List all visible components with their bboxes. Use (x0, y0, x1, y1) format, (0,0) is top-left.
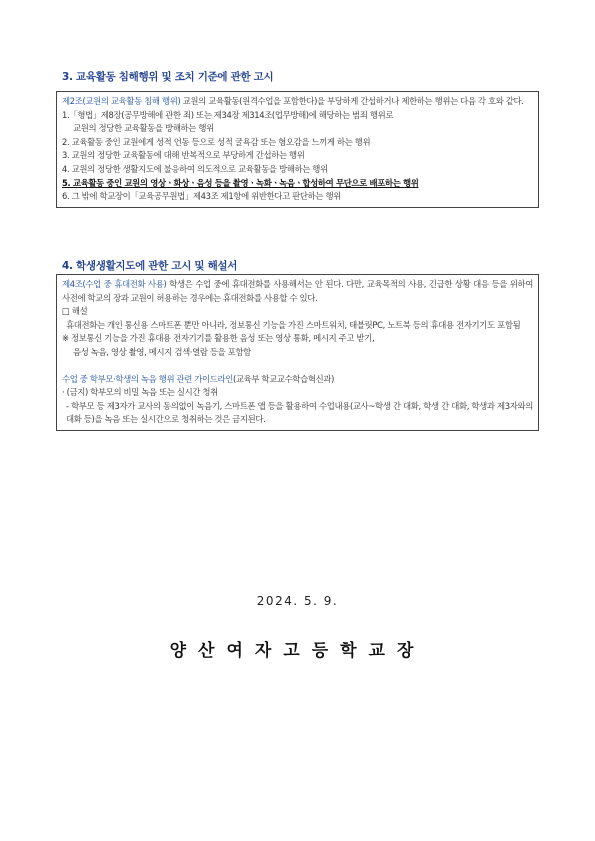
guideline-source: (교육부 학교교수학습혁신과) (233, 373, 335, 384)
section3-item5: 5. 교육활동 중인 교원의 영상ㆍ화상ㆍ음성 등을 촬영ㆍ녹화ㆍ녹음ㆍ합성하여 무단으로 배포하는 행위 (62, 177, 419, 188)
guideline-title: 수업 중 학부모·학생의 녹음 행위 관련 가이드라인 (62, 373, 233, 384)
section3-item6: 6. 그 밖에 학교장이「교육공무원법」제43조 제1항에 위반한다고 판단하는 행위 (62, 191, 341, 202)
section3-intro-text: 교원의 교육활동(원격수업을 포함한다)을 부당하게 간섭하거나 제한하는 행위는 다음 각 호와 같다. (180, 96, 524, 106)
guideline-heading (62, 373, 533, 387)
document-date: 2024. 5. 9. (256, 594, 339, 608)
principal-signature: 양산여자고등학교장 (169, 641, 426, 661)
section3-item1-line1: 1.「형법」제8장(공무방해에 관한 죄) 또는 제34장 제314조(업무방해)에 해당하는 범죄 행위로 (62, 109, 394, 120)
guideline-detail: - 학부모 등 제3자가 교사의 동의없이 녹음기, 스마트폰 앱 등을 활용하여 수업내용(교사~학생 간 대화, 학생 간 대화, 학생과 제3자와의 대화 등)을 녹음 또는 실시간으로 청취하는 것은 금지된다. (66, 400, 533, 425)
section4-title: 4. 학생생활지도에 관한 고시 및 해설서 (62, 260, 238, 272)
note-line1: ※ 정보통신 기능을 가진 휴대용 전자기기를 활용한 음성 또는 영상 통화, 메시지 주고 받기, (62, 333, 375, 344)
section4-rule (62, 278, 533, 305)
section3-item1-line2: 교원의 정당한 교육활동을 방해하는 행위 (73, 123, 214, 134)
note-line2: 음성 녹음, 영상 촬영, 메시지 검색·열람 등을 포함함 (73, 346, 251, 357)
section3-item3: 3. 교원의 정당한 교육활동에 대해 반복적으로 부당하게 간섭하는 행위 (62, 150, 305, 161)
section4-box (56, 274, 539, 431)
section3-intro (62, 95, 533, 109)
section3-item4: 4. 교원의 정당한 생활지도에 불응하여 의도적으로 교육활동을 방해하는 행위 (62, 163, 328, 174)
section3-intro-label: 제2조(교원의 교육활동 침해 행위) (62, 96, 181, 106)
section3-box (56, 91, 539, 208)
section4-rule-text: 학생은 수업 중에 휴대전화를 사용해서는 안 된다. 다만, 교육목적의 사용, 긴급한 상황 대응 등을 위하여 사전에 학교의 장과 교원이 허용하는 경우에는 휴대전화를 사용할 수 있다. (62, 279, 533, 303)
section4-rule-label: 제4조(수업 중 휴대전화 사용) (62, 279, 167, 289)
section3-title: 3. 교육활동 침해행위 및 조치 기준에 관한 고시 (62, 71, 274, 83)
section3-item2: 2. 교육활동 중인 교원에게 성적 언동 등으로 성적 굴욕감 또는 혐오감을 느끼게 하는 행위 (62, 136, 371, 147)
explain-text: 휴대전화는 개인 통신용 스마트폰 뿐만 아니라, 정보통신 기능을 가진 스마트워치, 태블릿PC, 노트북 등의 휴대용 전자기기도 포함됨 (66, 319, 521, 330)
spacer (62, 360, 533, 373)
explain-header: □ 해설 (62, 306, 88, 317)
guideline-item: · (금지) 학부모의 비밀 녹음 또는 실시간 청취 (62, 387, 218, 398)
